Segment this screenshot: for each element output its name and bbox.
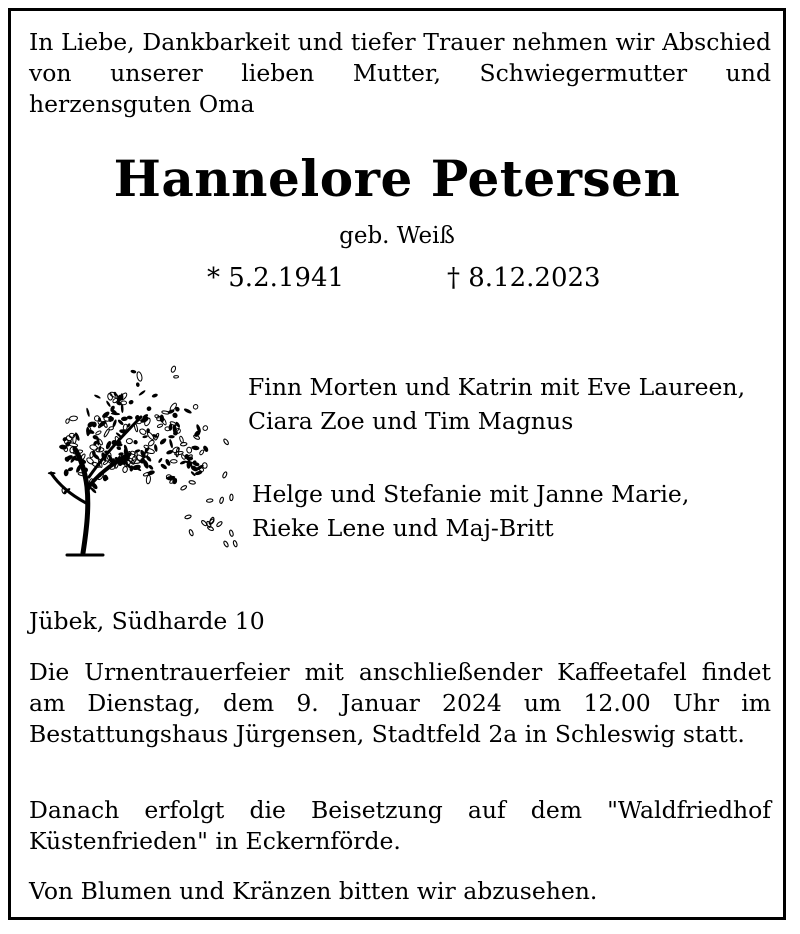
family-group-1-line-2: Ciara Zoe und Tim Magnus — [248, 407, 574, 435]
maiden-name: geb. Weiß — [339, 223, 455, 249]
obituary-notice — [8, 8, 786, 920]
death-date: † 8.12.2023 — [447, 263, 601, 293]
deceased-name: Hannelore Petersen — [113, 149, 681, 208]
intro-text: In Liebe, Dankbarkeit und tiefer Trauer nehmen wir Abschied von unserer lieben Mutter, Schwiegermutter und herzensguten Oma — [29, 28, 771, 118]
burial-text: Danach erfolgt die Beisetzung auf dem "Waldfriedhof Küstenfrieden" in Eckernförde. — [29, 796, 771, 855]
family-group-2-line-1: Helge und Stefanie mit Janne Marie, — [252, 480, 690, 508]
birth-date: * 5.2.1941 — [207, 263, 345, 293]
flowers-text: Von Blumen und Kränzen bitten wir abzusehen. — [29, 877, 598, 905]
family-group-1 — [248, 370, 745, 438]
family-group-2 — [252, 477, 689, 545]
tree-icon — [31, 347, 243, 557]
address: Jübek, Südharde 10 — [29, 607, 265, 635]
ceremony-text: Die Urnentrauerfeier mit anschließender Kaffeetafel findet am Dienstag, dem 9. Januar 2024 um 12.00 Uhr im Bestattungshaus Jürgensen, Stadtfeld 2a in Schleswig statt. — [29, 658, 771, 748]
family-group-1-line-1: Finn Morten und Katrin mit Eve Laureen, — [248, 373, 746, 401]
family-group-2-line-2: Rieke Lene und Maj-Britt — [252, 514, 554, 542]
